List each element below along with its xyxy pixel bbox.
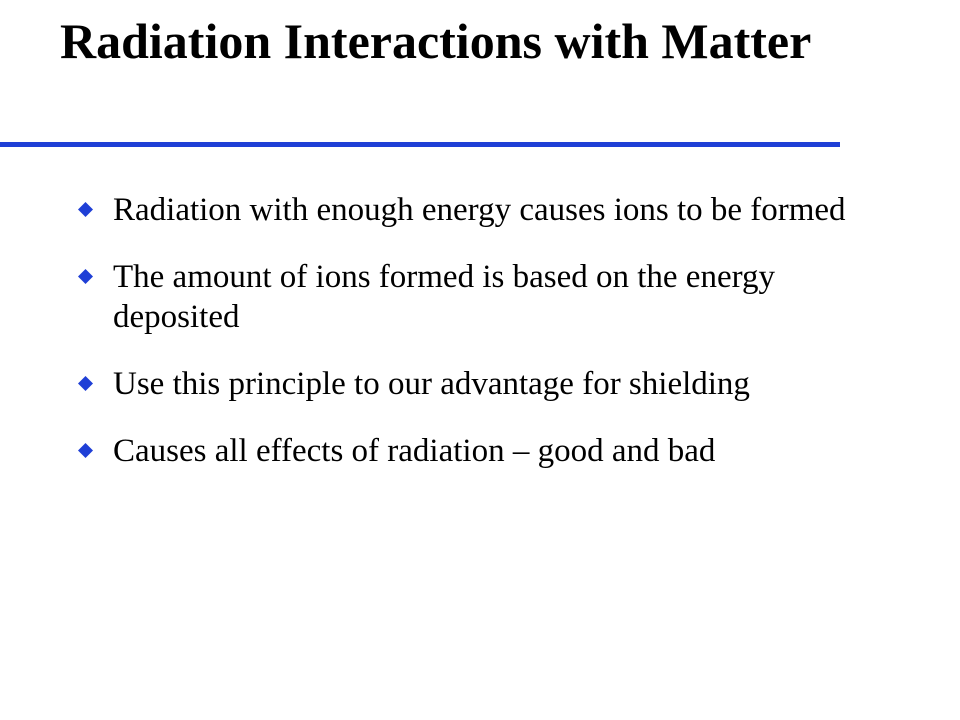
- title-underline: [0, 142, 840, 147]
- bullet-item: [78, 431, 848, 471]
- diamond-bullet-icon: [78, 376, 93, 391]
- bullet-item: [78, 190, 848, 230]
- bullet-item: [78, 364, 848, 404]
- slide-title: Radiation Interactions with Matter: [60, 13, 812, 69]
- diamond-bullet-icon: [78, 202, 93, 217]
- bullet-text: The amount of ions formed is based on the energy deposited: [113, 259, 775, 335]
- diamond-bullet-icon: [78, 443, 93, 458]
- bullet-text: Causes all effects of radiation – good and bad: [113, 433, 716, 469]
- bullet-text: Radiation with enough energy causes ions to be formed: [113, 192, 846, 228]
- bullet-item: [78, 257, 848, 337]
- diamond-bullet-icon: [78, 269, 93, 284]
- bullet-list: [78, 190, 848, 498]
- bullet-text: Use this principle to our advantage for shielding: [113, 366, 750, 402]
